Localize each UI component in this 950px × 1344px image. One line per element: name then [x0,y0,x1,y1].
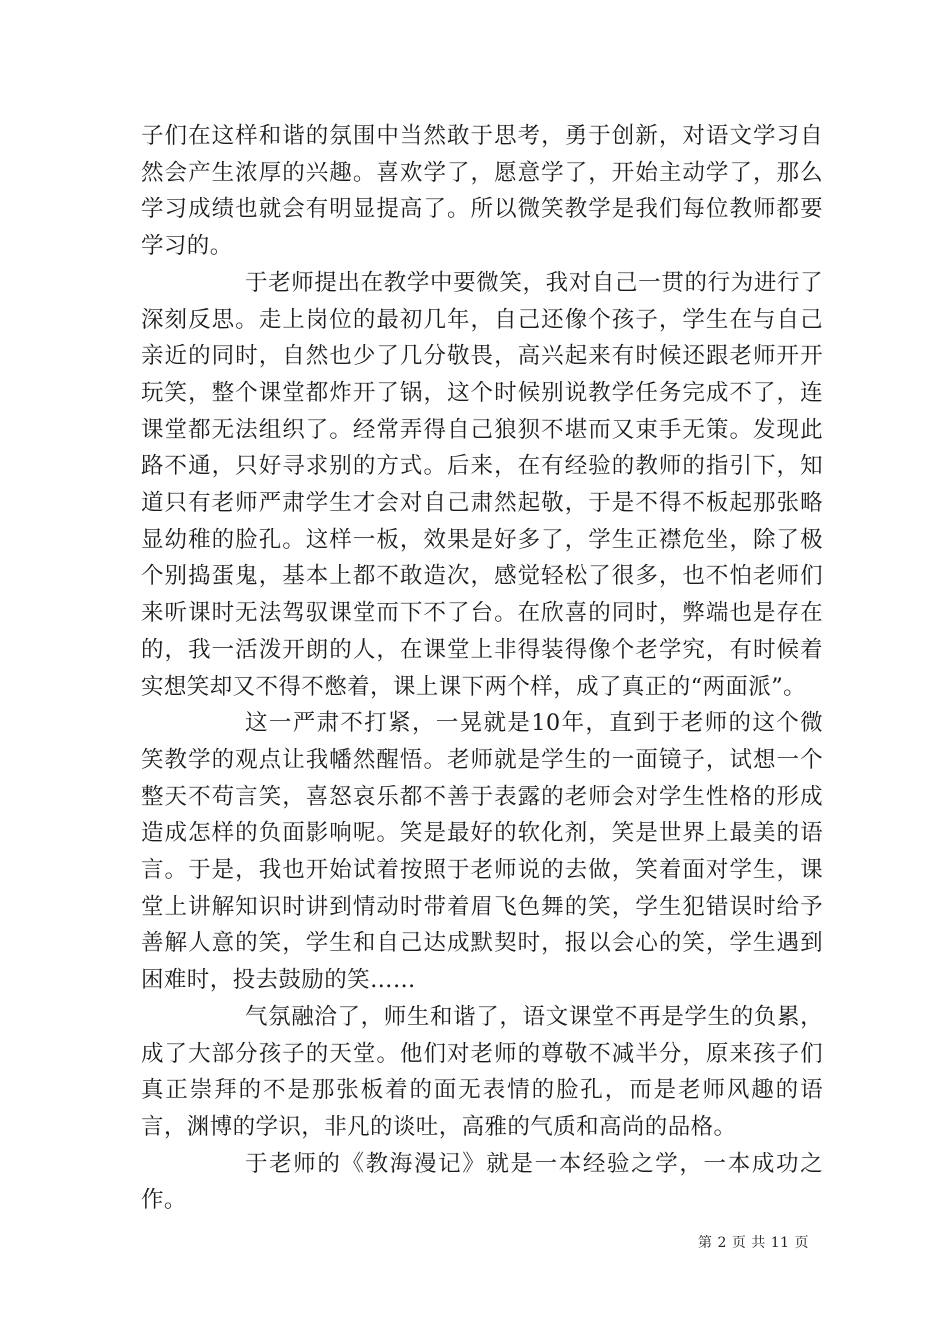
paragraph-harmony: 气氛融洽了，师生和谐了，语文课堂不再是学生的负累，成了大部分孩子的天堂。他们对老师的尊敬不减半分，原来孩子们真正崇拜的不是那张板着的面无表情的脸孔，而是老师风趣的语言，渊博的学识，非凡的谈吐，高雅的气质和高尚的品格。 [141,1003,823,1140]
paragraph-awakening: 这一严肃不打紧，一晃就是10年，直到于老师的这个微笑教学的观点让我幡然醒悟。老师就是学生的一面镜子，试想一个整天不苟言笑，喜怒哀乐都不善于表露的老师会对学生性格的形成造成怎样的负面影响呢。笑是最好的软化剂，笑是世界上最美的语言。于是，我也开始试着按照于老师说的去做，笑着面对学生，课堂上讲解知识时讲到情动时带着眉飞色舞的笑，学生犯错误时给予善解人意的笑，学生和自己达成默契时，报以会心的笑，学生遇到困难时，投去鼓励的笑…… [141,710,823,994]
paragraph-reflection: 于老师提出在教学中要微笑，我对自己一贯的行为进行了深刻反思。走上岗位的最初几年，自己还像个孩子，学生在与自己亲近的同时，自然也少了几分敬畏，高兴起来有时候还跟老师开开玩笑，整个课堂都炸开了锅，这个时候别说教学任务完成不了，连课堂都无法组织了。经常弄得自己狼狈不堪而又束手无策。发现此路不通，只好寻求别的方式。后来，在有经验的教师的指引下，知道只有老师严肃学生才会对自己肃然起敬，于是不得不板起那张略显幼稚的脸孔。这样一板，效果是好多了，学生正襟危坐，除了极个别捣蛋鬼，基本上都不敢造次，感觉轻松了很多，也不怕老师们来听课时无法驾驭课堂而下不了台。在欣喜的同时，弊端也是存在的，我一活泼开朗的人，在课堂上非得装得像个老学究，有时候着实想笑却又不得不憋着，课上课下两个样，成了真正的“两面派”。 [141,269,823,700]
paragraph-continuation: 子们在这样和谐的氛围中当然敢于思考，勇于创新，对语文学习自然会产生浓厚的兴趣。喜欢学了，愿意学了，开始主动学了，那么学习成绩也就会有明显提高了。所以微笑教学是我们每位教师都要学习的。 [141,123,823,260]
document-body [141,118,823,1219]
page-number-footer: 第 2 页 共 11 页 [698,1235,809,1251]
paragraph-conclusion: 于老师的《教海漫记》就是一本经验之学，一本成功之作。 [141,1150,823,1214]
